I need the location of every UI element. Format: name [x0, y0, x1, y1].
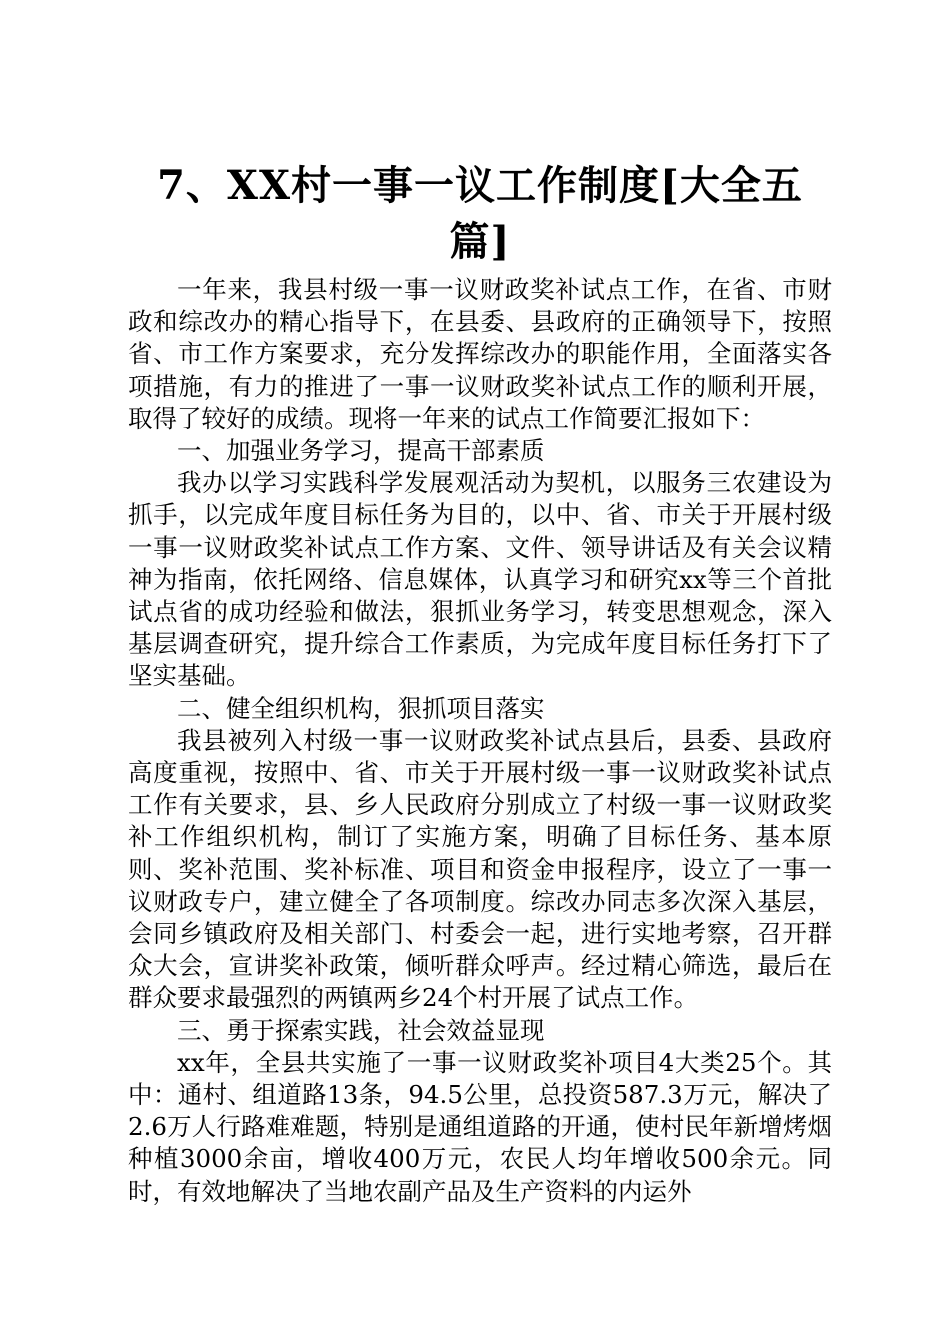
section-heading-2: 二、健全组织机构，狠抓项目落实 [177, 693, 545, 723]
intro-paragraph: 一年来，我县村级一事一议财政奖补试点工作，在省、市财政和综改办的精心指导下，在县委、县政府的正确领导下，按照省、市工作方案要求，充分发挥综改办的职能作用，全面落实各项措施，有力的推进了一事一议财政奖补试点工作的顺利开展，取得了较好的成绩。现将一年来的试点工作简要汇报如下： [128, 275, 832, 433]
document-title: 7、XX村一事一议工作制度[大全五篇] [157, 162, 803, 265]
section-body-1: 我办以学习实践科学发展观活动为契机，以服务三农建设为抓手，以完成年度目标任务为目的，以中、省、市关于开展村级一事一议财政奖补试点工作方案、文件、领导讲话及有关会议精神为指南，依托网络、信息媒体，认真学习和研究xx等三个首批试点省的成功经验和做法，狠抓业务学习，转变思想观念，深入基层调查研究，提升综合工作素质，为完成年度目标任务打下了坚实基础。 [128, 468, 832, 691]
section-heading-1: 一、加强业务学习，提高干部素质 [177, 436, 545, 466]
section-body-2: 我县被列入村级一事一议财政奖补试点县后，县委、县政府高度重视，按照中、省、市关于开展村级一事一议财政奖补试点工作有关要求，县、乡人民政府分别成立了村级一事一议财政奖补工作组织机构，制订了实施方案，明确了目标任务、基本原则、奖补范围、奖补标准、项目和资金申报程序，设立了一事一议财政专户，建立健全了各项制度。综改办同志多次深入基层，会同乡镇政府及相关部门、村委会一起，进行实地考察，召开群众大会，宣讲奖补政策，倾听群众呼声。经过精心筛选，最后在群众要求最强烈的两镇两乡24个村开展了试点工作。 [128, 725, 832, 1013]
document-page [128, 158, 832, 1208]
section-body-3: xx年，全县共实施了一事一议财政奖补项目4大类25个。其中：通村、组道路13条，94.5公里，总投资587.3万元，解决了2.6万人行路难难题，特别是通组道路的开通，使村民年新增烤烟种植3000余亩，增收400万元，农民人均年增收500余元。同时，有效地解决了当地农副产品及生产资料的内运外 [128, 1047, 832, 1206]
section-heading-3: 三、勇于探索实践，社会效益显现 [177, 1015, 545, 1045]
